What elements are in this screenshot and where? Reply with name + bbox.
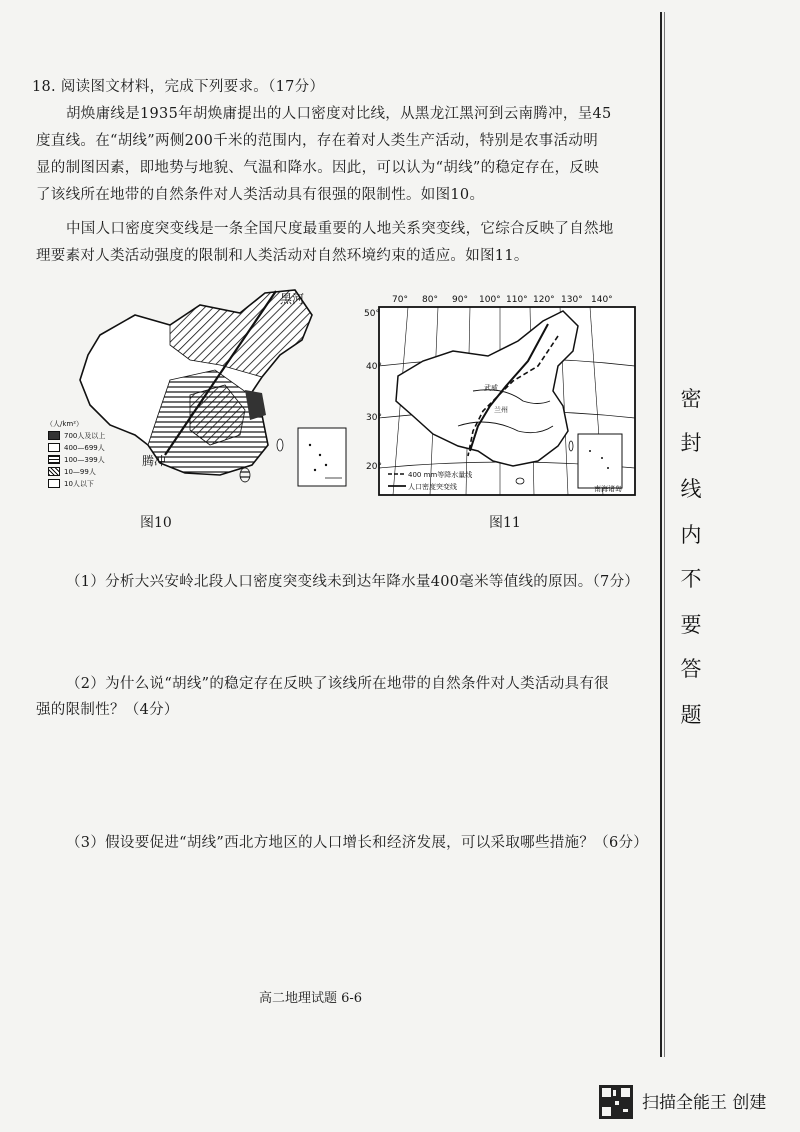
legend-10-item-3: 100—399人 [64,456,105,464]
legend-10-item-1: 700人及以上 [64,432,106,440]
legend-11-item-2: 人口密度突变线 [408,483,457,491]
lat-label-20: 20° [366,462,382,472]
scanner-watermark: 扫描全能王 创建 [642,1093,767,1113]
figure-11-caption: 图11 [489,515,521,531]
legend-10-swatch-4 [48,467,60,476]
lon-label-110: 110° [506,295,528,305]
lon-label-140: 140° [591,295,613,305]
lat-label-50: 50° [364,309,380,319]
seal-char-7: 答 [680,657,702,681]
seal-line [660,12,662,1057]
seal-char-8: 题 [680,703,702,727]
legend-10-swatch-2 [48,443,60,452]
lat-label-30: 30° [366,413,382,423]
city-wuwei: 武威 [484,384,498,392]
intro-line-6: 理要素对人类活动强度的限制和人类活动对自然环境约束的适应。如图11。 [36,248,529,264]
subquestion-2-line-2: 强的限制性？（4分） [36,702,179,718]
seal-char-6: 要 [680,613,702,637]
intro-line-1: 胡焕庸线是1935年胡焕庸提出的人口密度对比线，从黑龙江黑河到云南腾冲，呈45 [66,106,612,122]
figure-10-caption: 图10 [140,515,172,531]
subquestion-2-line-1: （2）为什么说“胡线”的稳定存在反映了该线所在地带的自然条件对人类活动具有很 [66,676,609,692]
seal-line-inner [664,12,665,1057]
subquestion-1: （1）分析大兴安岭北段人口密度突变线未到达年降水量400毫米等值线的原因。（7分） [66,574,640,590]
city-lanzhou: 兰州 [494,406,508,414]
seal-char-5: 不 [680,567,702,591]
lon-label-120: 120° [533,295,555,305]
lon-label-80: 80° [422,295,438,305]
seal-char-2: 封 [680,431,702,455]
subquestion-3: （3）假设要促进“胡线”西北方地区的人口增长和经济发展，可以采取哪些措施？（6分） [66,835,649,851]
intro-line-4: 了该线所在地带的自然条件对人类活动具有很强的限制性。如图10。 [36,187,485,203]
lon-label-130: 130° [561,295,583,305]
lon-label-100: 100° [479,295,501,305]
figure-11-map [378,306,636,496]
intro-line-3: 显的制图因素，即地势与地貌、气温和降水。因此，可以认为“胡线”的稳定存在，反映 [36,160,600,176]
lon-label-70: 70° [392,295,408,305]
qr-code-icon [599,1085,633,1119]
legend-10-swatch-5 [48,479,60,488]
seal-char-1: 密 [680,387,702,411]
seal-char-3: 线 [680,477,702,501]
label-heihe: 黑河 [280,292,305,306]
label-tengchong: 腾冲 [142,454,167,468]
legend-10-item-4: 10—99人 [64,468,96,476]
seal-char-4: 内 [680,523,702,547]
legend-10-swatch-1 [48,431,60,440]
legend-11-item-1: 400 mm等降水量线 [408,471,473,479]
lon-label-90: 90° [452,295,468,305]
page-footer: 高二地理试题 6-6 [259,991,363,1006]
inset-label: 南海诸岛 [594,485,622,493]
legend-10-swatch-3 [48,455,60,464]
intro-line-2: 度直线。在“胡线”两侧200千米的范围内，存在着对人类生产活动，特别是农事活动明 [36,133,598,149]
lat-label-40: 40° [366,362,382,372]
question-header: 18. 阅读图文材料，完成下列要求。（17分） [32,79,325,95]
legend-10-item-5: 10人以下 [64,480,94,488]
legend-10-item-2: 400—699人 [64,444,105,452]
intro-line-5: 中国人口密度突变线是一条全国尺度最重要的人地关系突变线，它综合反映了自然地 [66,221,614,237]
legend-10-title: （人/km²） [46,420,84,428]
